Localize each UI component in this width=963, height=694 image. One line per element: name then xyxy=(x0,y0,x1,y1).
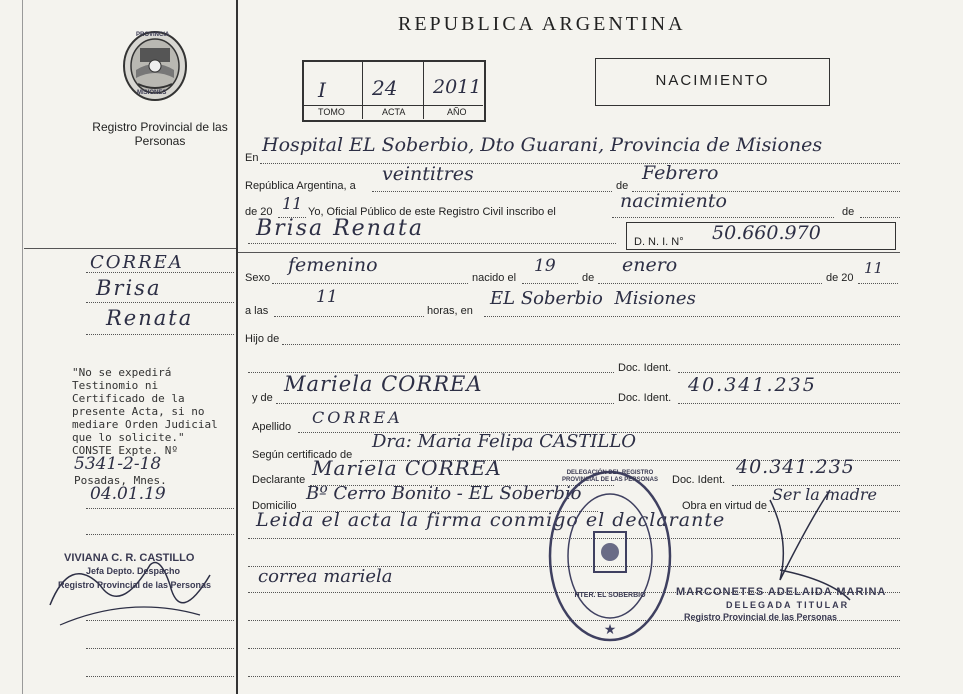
ano-value: 2011 xyxy=(433,76,482,98)
margin-given1: Brisa xyxy=(96,276,162,300)
blank-line-5 xyxy=(248,676,900,677)
margin-given2: Renata xyxy=(106,306,194,330)
margin-official-role: Jefa Depto. Despacho xyxy=(86,566,181,576)
mother-doc-label: Doc. Ident. xyxy=(618,392,672,404)
record-divider-1 xyxy=(362,61,363,119)
mother-doc-value: 40.341.235 xyxy=(688,374,817,396)
de20-label: de 20 xyxy=(245,206,273,218)
nacido-label: nacido el xyxy=(472,272,517,284)
father-doc-label: Doc. Ident. xyxy=(618,362,672,374)
horas-label: horas, en xyxy=(427,305,473,317)
dni-value: 50.660.970 xyxy=(712,222,821,244)
country-title: REPUBLICA ARGENTINA xyxy=(398,13,686,35)
name-line xyxy=(248,243,616,244)
margin-line-8 xyxy=(86,676,234,677)
month-value: Febrero xyxy=(642,162,719,184)
delegation-stamp xyxy=(546,468,674,644)
margin-line-3 xyxy=(86,334,234,335)
declarante-doc-value: 40.341.235 xyxy=(736,456,855,478)
record-divider-2 xyxy=(423,61,424,119)
segun-label: Según certificado de xyxy=(252,449,353,461)
day-line xyxy=(372,191,612,192)
republica-label: República Argentina, a xyxy=(245,180,356,192)
margin-expte: 5341-2-18 xyxy=(74,454,162,474)
de-end-label: de xyxy=(842,206,855,218)
margin-line-2 xyxy=(86,302,234,303)
margin-notice: "No se expedirá Testinomio ni Certificado de la presente Acta, si no mediare Orden Judicial que lo solicite." xyxy=(72,366,218,444)
officer-role: DELEGADA TITULAR xyxy=(726,600,850,610)
sexo-value: femenino xyxy=(288,254,378,276)
birth-place-value: EL Soberbio Misiones xyxy=(490,288,696,309)
domicilio-label: Domicilio xyxy=(252,500,297,512)
hijo-label: Hijo de xyxy=(245,333,280,345)
margin-posadas: Posadas, Mnes. xyxy=(74,474,167,487)
margin-line-5 xyxy=(86,534,234,535)
mother-doc-line xyxy=(678,403,900,404)
margin-official-name: VIVIANA C. R. CASTILLO xyxy=(64,552,195,564)
apellido-value: CORREA xyxy=(312,408,403,427)
leida-value: Leida el acta la firma conmigo el declarante xyxy=(256,509,726,531)
obra-label: Obra en virtud de xyxy=(682,500,767,512)
seal-top-text: PROVINCIA xyxy=(136,32,170,38)
sexo-label: Sexo xyxy=(245,272,271,284)
child-name-value: Brisa Renata xyxy=(256,216,424,241)
hour-line xyxy=(274,316,424,317)
inscribo-value: nacimiento xyxy=(620,190,727,212)
obra-value: Ser la madre xyxy=(772,485,877,504)
en-line xyxy=(260,163,900,164)
record-label-rule xyxy=(303,105,483,106)
svg-text:★: ★ xyxy=(603,621,617,637)
sexo-line xyxy=(272,283,468,284)
declarante-value: Mariela CORREA xyxy=(312,456,502,480)
margin-surname: CORREA xyxy=(90,252,184,273)
acta-value: 24 xyxy=(372,76,398,100)
margin-divider xyxy=(24,248,236,249)
mother-line xyxy=(276,403,614,404)
main-divider xyxy=(238,252,900,253)
margin-line-1 xyxy=(86,272,234,273)
birth-month-line xyxy=(598,283,822,284)
birth-day-value: 19 xyxy=(534,256,556,276)
margin-fecha: 04.01.19 xyxy=(90,484,166,504)
father-doc-line xyxy=(678,372,900,373)
margin-official-org: Registro Provincial de las Personas xyxy=(58,580,212,590)
birth-year-line xyxy=(858,283,898,284)
tomo-value: I xyxy=(318,78,326,102)
declarante-label: Declarante xyxy=(252,474,306,486)
margin-conste: CONSTE Expte. Nº xyxy=(72,444,178,457)
margin-line-4 xyxy=(86,508,234,509)
inscribo-line xyxy=(612,217,834,218)
en-label: En xyxy=(245,152,259,164)
birth-de-label: de xyxy=(582,272,595,284)
de-end-line xyxy=(860,217,900,218)
document-type: NACIMIENTO xyxy=(655,72,770,89)
seal-bottom-text: MISIONES xyxy=(137,90,167,96)
birth-month-value: enero xyxy=(622,254,678,276)
column-divider xyxy=(236,0,238,694)
doctor-value: Dra: Maria Felipa CASTILLO xyxy=(372,431,637,452)
stamp-round-top: DELEGACIÓN DEL REGISTRO PROVINCIAL DE LAS PERSONAS xyxy=(562,470,658,483)
birth-year-value: 11 xyxy=(864,259,884,277)
blank-line-4 xyxy=(248,648,900,649)
declarante-doc-label: Doc. Ident. xyxy=(672,474,726,486)
place-value: Hospital EL Soberbio, Dto Guarani, Provincia de Misiones xyxy=(262,134,823,156)
birth-place-line xyxy=(484,316,900,317)
tomo-label: TOMO xyxy=(318,107,345,117)
dni-label: D. N. I. N° xyxy=(634,236,684,248)
stamp-round-bottom: HTER. EL SOBERBIO xyxy=(574,592,646,599)
left-margin-border xyxy=(22,0,23,694)
domicilio-value: Bº Cerro Bonito - EL Soberbio xyxy=(306,483,582,504)
mother-value: Mariela CORREA xyxy=(284,372,483,396)
hijo-line xyxy=(282,344,900,345)
month-de-label: de xyxy=(616,180,629,192)
officer-name: MARCONETES ADELAIDA MARINA xyxy=(676,586,887,598)
y-de-label: y de xyxy=(252,392,273,404)
day-value: veintitres xyxy=(382,163,474,185)
ano-label: AÑO xyxy=(447,107,467,117)
alas-label: a las xyxy=(245,305,269,317)
signature-value: correa mariela xyxy=(258,566,393,587)
acta-label: ACTA xyxy=(382,107,406,117)
registry-name: Registro Provincial de las Personas xyxy=(92,120,228,148)
birth-day-line xyxy=(522,283,578,284)
hour-value: 11 xyxy=(316,287,338,307)
margin-line-7 xyxy=(86,648,234,649)
apellido-label: Apellido xyxy=(252,421,292,433)
officer-org: Registro Provincial de las Personas xyxy=(684,612,838,622)
oficial-label: Yo, Oficial Público de este Registro Civil inscribo el xyxy=(308,206,556,218)
year-value: 11 xyxy=(282,194,303,213)
birth-de20-label: de 20 xyxy=(826,272,854,284)
